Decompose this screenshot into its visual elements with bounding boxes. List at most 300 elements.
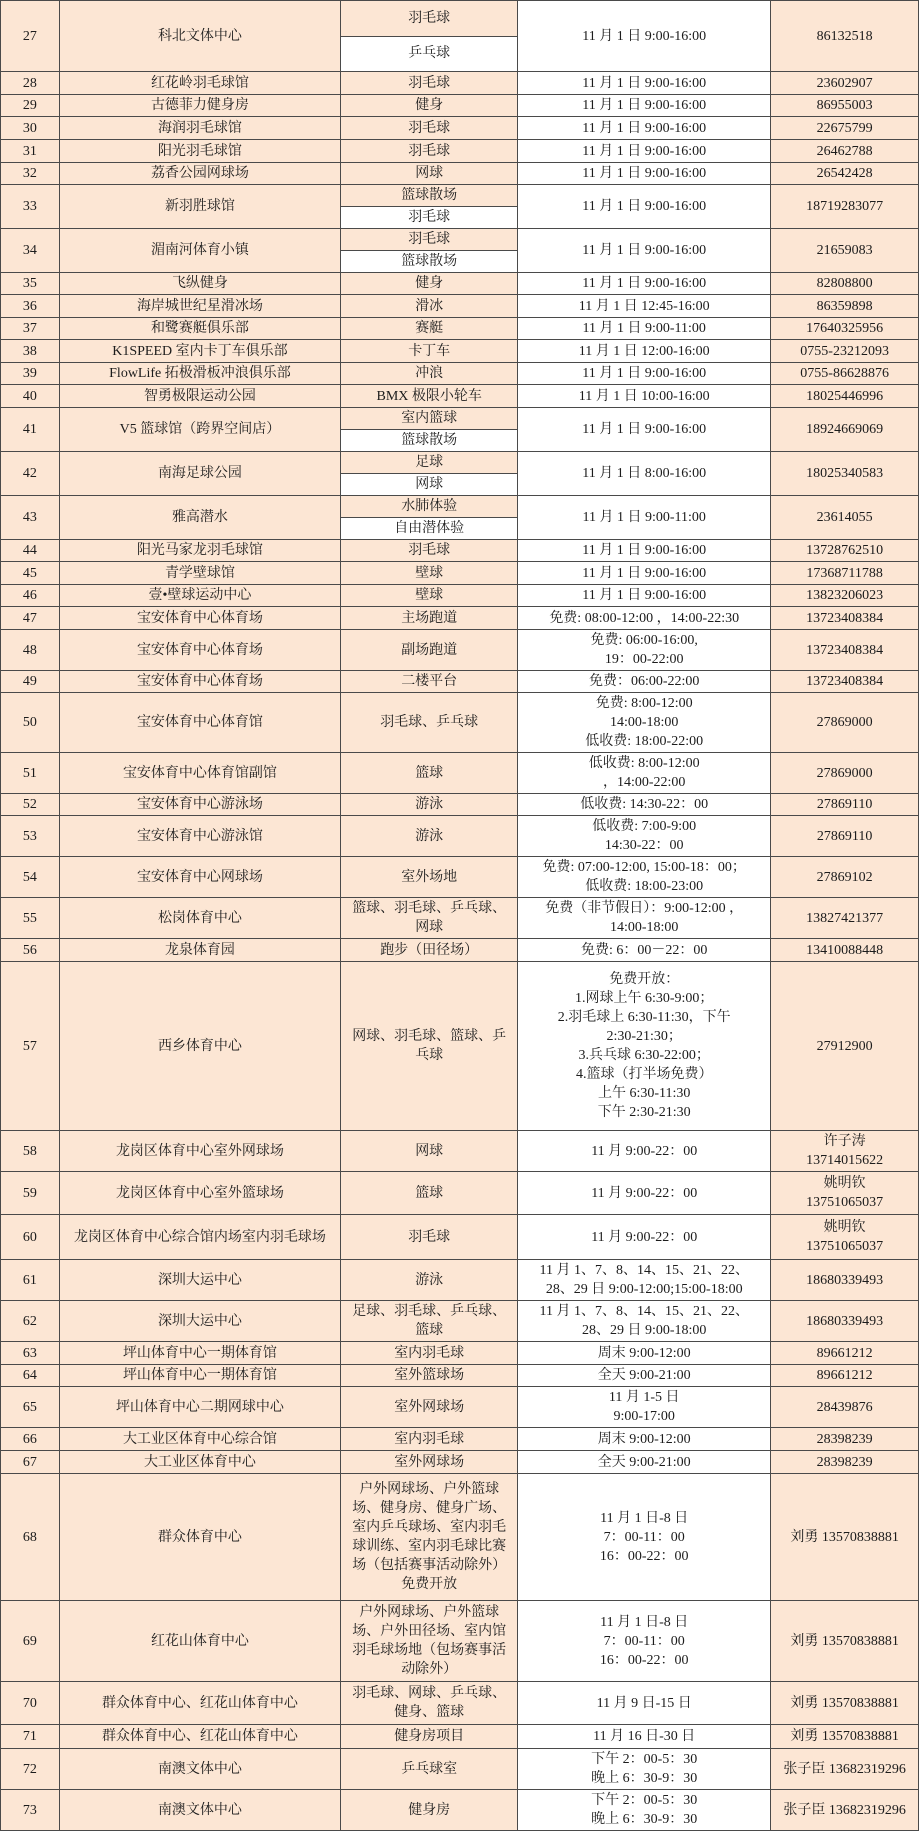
time-line: 11 月 1 日 9:00-16:00 [582,120,707,136]
contact-phone [771,340,918,362]
time-line: 3.兵乓球 6:30-22:00； [578,1048,710,1063]
venue-name: 宝安体育中心网球场 [60,857,342,897]
sport-label: 壁球 [415,588,444,603]
sport-cell [341,1365,518,1386]
opening-time [518,1790,771,1830]
venue-name: 南澳文体中心 [60,1790,342,1830]
sport-cell [341,1387,518,1427]
sport-cell [341,753,518,793]
row-number: 54 [1,857,60,897]
row-number: 70 [1,1682,60,1724]
opening-time [518,1428,771,1450]
opening-time [518,540,771,561]
time-line: 晚上 6：30-9：30 [591,1812,698,1827]
sport-label: 滑冰 [415,298,444,314]
time-line: 11 月 16 日-30 日 [593,1729,696,1744]
row-number: 53 [1,816,60,856]
table-row [1,452,918,496]
phone-line: 18924669069 [806,422,884,437]
opening-time [518,562,771,584]
venue-name: 古德菲力健身房 [60,95,342,116]
sport-cell [341,385,518,407]
row-number: 50 [1,693,60,752]
opening-time [518,117,771,139]
contact-phone [771,693,918,752]
phone-line: 13751065037 [806,1239,884,1254]
row-number: 65 [1,1387,60,1427]
table-row [1,1725,918,1749]
time-line: 免费: 06:00-16:00, [590,633,698,648]
phone-line: 刘勇 13570838881 [790,1695,899,1711]
phone-line: 18680339493 [806,1272,884,1288]
venue-name: 红花山体育中心 [60,1601,342,1681]
opening-time [518,816,771,856]
opening-time [518,1601,771,1681]
venue-name: 深圳大运中心 [60,1301,342,1341]
row-number: 59 [1,1172,60,1214]
contact-phone [771,816,918,856]
row-number: 55 [1,898,60,938]
phone-line: 13728762510 [806,543,884,558]
sport-cell [341,117,518,139]
sport-label: 赛艇 [415,321,444,336]
table-row [1,117,918,140]
row-number: 68 [1,1474,60,1600]
opening-time [518,1451,771,1473]
contact-phone [771,1725,918,1748]
venue-name: 青学壁球馆 [60,562,342,584]
opening-time [518,1260,771,1300]
contact-phone [771,140,918,162]
opening-time [518,1301,771,1341]
table-row [1,72,918,95]
time-line: 全天 9:00-21:00 [597,1454,691,1470]
time-line: 11 月 9:00-22：00 [591,1229,698,1245]
sport-cell [341,1451,518,1473]
sport-sub-bottom: 羽毛球 [341,207,517,228]
row-number: 71 [1,1725,60,1748]
sport-label: 乒乓球室 [401,1761,458,1777]
time-line: 11 月 1 日 9:00-16:00 [582,166,707,181]
phone-line: 0755-23212093 [800,343,889,359]
time-line: 低收费: 14:30-22：00 [580,797,709,812]
contact-phone [771,1172,918,1214]
phone-line: 刘勇 13570838881 [790,1633,899,1649]
phone-line: 13714015622 [806,1153,884,1168]
time-line: 11 月 1 日 9:00-16:00 [582,143,707,159]
table-row [1,753,918,794]
venue-name: 壹•壁球运动中心 [60,585,342,606]
opening-time [518,1387,771,1427]
sport-label: 二楼平台 [401,674,458,689]
table-row [1,295,918,318]
phone-line: 18025446996 [806,388,884,404]
time-line: 14:00-18:00 [609,920,679,935]
row-number: 35 [1,273,60,294]
row-number: 48 [1,630,60,670]
phone-line: 18680339493 [806,1313,884,1329]
contact-phone [771,1790,918,1830]
row-number: 51 [1,753,60,793]
venue-name: 龙岗区体育中心室外篮球场 [60,1172,342,1214]
contact-phone [771,1342,918,1364]
table-row [1,363,918,385]
sport-sub-bottom: 自由潜体验 [341,518,517,539]
time-line: 免费: 08:00-12:00 ，14:00-22:30 [549,610,740,626]
phone-line: 18025340583 [806,466,884,481]
sport-cell [341,363,518,384]
opening-time [518,318,771,339]
opening-time [518,140,771,162]
phone-line: 23614055 [816,510,873,525]
table-row [1,1131,918,1172]
row-number: 37 [1,318,60,339]
sport-cell [341,1682,518,1724]
time-line: 11 月 1 日 9:00-16:00 [582,565,707,581]
venue-name: 群众体育中心 [60,1474,342,1600]
sport-label: 羽毛球、网球、乒乓球、健身、篮球 [352,1686,507,1720]
contact-phone [771,117,918,139]
opening-time [518,185,771,228]
time-line: 14:00-18:00 [609,715,679,730]
sport-sub-bottom: 篮球散场 [341,251,517,272]
phone-line: 27869110 [816,797,873,812]
sport-cell [341,540,518,561]
table-row [1,1601,918,1682]
phone-line: 89661212 [816,1345,873,1361]
opening-time [518,72,771,94]
table-row [1,898,918,939]
sport-cell [341,408,518,451]
table-row [1,340,918,363]
sport-cell [341,95,518,116]
contact-phone [771,318,918,339]
opening-time [518,753,771,793]
time-line: 11 月 1 日 9:00-16:00 [582,276,707,291]
sport-cell [341,1342,518,1364]
table-row [1,693,918,753]
time-line: 4.篮球（打半场免费） [575,1067,713,1082]
opening-time [518,295,771,317]
time-line: 11 月 1 日 9:00-11:00 [582,510,706,525]
venue-name: 海润羽毛球馆 [60,117,342,139]
phone-line: 许子涛 [823,1134,866,1149]
opening-time [518,671,771,692]
sport-cell [341,857,518,897]
contact-phone [771,857,918,897]
sport-label: 户外网球场、户外篮球场、户外田径场、室内馆羽毛球场地（包场赛事活动除外） [352,1605,507,1677]
row-number: 43 [1,496,60,539]
time-line: 11 月 1 日 9:00-16:00 [582,28,707,44]
phone-line: 13723408384 [806,642,884,658]
row-number: 60 [1,1215,60,1259]
venue-name: 坪山体育中心一期体育馆 [60,1365,342,1386]
row-number: 63 [1,1342,60,1364]
contact-phone [771,1365,918,1386]
phone-line: 17640325956 [806,321,884,336]
row-number: 56 [1,939,60,961]
table-row [1,1,918,72]
table-row [1,1682,918,1725]
venue-name: 荔香公园网球场 [60,163,342,184]
time-line: 免费: 8:00-12:00 [595,696,693,711]
time-line: 周末 9:00-12:00 [597,1345,691,1361]
contact-phone [771,229,918,272]
table-row [1,562,918,585]
contact-phone [771,385,918,407]
sport-cell [341,1,518,71]
contact-phone [771,408,918,451]
venue-name: 坪山体育中心二期网球中心 [60,1387,342,1427]
sport-label: 羽毛球 [408,75,451,91]
time-line: 11 月 1 日-8 日 [600,1510,689,1526]
row-number: 45 [1,562,60,584]
phone-line: 13723408384 [806,674,884,689]
venue-name: 坪山体育中心一期体育馆 [60,1342,342,1364]
opening-time [518,1131,771,1171]
table-row [1,794,918,816]
sport-label: 卡丁车 [408,343,451,359]
row-number: 31 [1,140,60,162]
time-line: 晚上 6：30-9：30 [591,1771,698,1786]
table-row [1,607,918,630]
phone-line: 13751065037 [806,1195,884,1210]
table-row [1,163,918,185]
phone-line: 27869110 [816,828,873,844]
time-line: 28、29 日 9:00-12:00;15:00-18:00 [545,1282,743,1297]
venue-name: 飞纵健身 [60,273,342,294]
row-number: 47 [1,607,60,629]
venue-name: 南澳文体中心 [60,1749,342,1789]
contact-phone [771,1131,918,1171]
row-number: 72 [1,1749,60,1789]
time-line: 低收费: 18:00-22:00 [585,734,704,749]
phone-line: 姚明钦 [823,1220,866,1235]
row-number: 61 [1,1260,60,1300]
sport-label: 室内羽毛球 [394,1431,465,1447]
venue-name: 和鹭赛艇俱乐部 [60,318,342,339]
sport-cell [341,962,518,1130]
sport-label: 室外篮球场 [394,1368,465,1383]
phone-line: 28439876 [816,1399,873,1415]
phone-line: 13827421377 [806,910,884,926]
sport-label: 足球、羽毛球、乒乓球、篮球 [352,1304,507,1338]
row-number: 52 [1,794,60,815]
time-line: 低收费: 7:00-9:00 [592,819,697,834]
time-line: 11 月 1 日 9:00-11:00 [582,321,706,336]
time-line: 11 月 9 日-15 日 [596,1695,692,1711]
sport-label: 跑步（田径场） [380,942,479,958]
table-row [1,1215,918,1260]
venue-name: 宝安体育中心体育场 [60,607,342,629]
contact-phone [771,1260,918,1300]
table-row [1,816,918,857]
sport-cell [341,794,518,815]
sport-cell [341,295,518,317]
sport-sub-bottom: 篮球散场 [341,430,517,451]
table-row [1,1451,918,1474]
contact-phone [771,562,918,584]
time-line: 上午 6:30-11:30 [598,1086,691,1101]
time-line: 16：00-22：00 [599,1548,689,1564]
contact-phone [771,962,918,1130]
table-row [1,408,918,452]
time-line: 11 月 9:00-22：00 [591,1143,698,1159]
contact-phone [771,585,918,606]
opening-time [518,1,771,71]
venue-name: 宝安体育中心体育场 [60,630,342,670]
table-row [1,1428,918,1451]
opening-time [518,408,771,451]
venue-name: 新羽胜球馆 [60,185,342,228]
table-row [1,1365,918,1387]
contact-phone [771,163,918,184]
opening-time [518,857,771,897]
sport-cell [341,816,518,856]
contact-phone [771,273,918,294]
phone-line: 刘勇 13570838881 [790,1729,899,1744]
time-line: 免费: 6：00－22：00 [581,942,708,958]
phone-line: 28398239 [816,1431,873,1447]
table-row [1,185,918,229]
phone-line: 张子臣 13682319296 [783,1761,906,1777]
row-number: 32 [1,163,60,184]
contact-phone [771,1682,918,1724]
sport-label: 壁球 [415,565,444,581]
opening-time [518,693,771,752]
time-line: 11 月 1-5 日 [608,1390,680,1405]
time-line: 11 月 1 日 9:00-16:00 [582,243,707,258]
venue-name: 科北文体中心 [60,1,342,71]
contact-phone [771,72,918,94]
phone-line: 27869102 [816,869,873,885]
row-number: 28 [1,72,60,94]
venue-name: 宝安体育中心体育馆 [60,693,342,752]
table-row [1,1749,918,1790]
sport-cell [341,607,518,629]
opening-time [518,607,771,629]
row-number: 39 [1,363,60,384]
sport-cell [341,1172,518,1214]
opening-time [518,1215,771,1259]
venue-name: 红花岭羽毛球馆 [60,72,342,94]
venue-name: 阳光羽毛球馆 [60,140,342,162]
sport-cell [341,898,518,938]
sport-sub-bottom: 网球 [341,474,517,495]
sport-label: 羽毛球 [408,143,451,159]
contact-phone [771,794,918,815]
time-line: 11 月 1 日 9:00-16:00 [582,588,707,603]
table-row [1,1301,918,1342]
phone-line: 13823206023 [806,588,884,603]
contact-phone [771,1387,918,1427]
opening-time [518,962,771,1130]
phone-line: 26542428 [816,166,873,181]
sport-cell [341,185,518,228]
sport-cell [341,318,518,339]
contact-phone [771,1301,918,1341]
opening-time [518,229,771,272]
time-line: ，14:00-22:00 [602,775,686,790]
time-line: 11 月 1 日-8 日 [600,1614,689,1630]
row-number: 73 [1,1790,60,1830]
row-number: 33 [1,185,60,228]
sport-label: 羽毛球、乒乓球 [380,715,479,730]
venue-name: 西乡体育中心 [60,962,342,1130]
time-line: 周末 9:00-12:00 [597,1431,691,1447]
time-line: 下午 2：00-5：30 [591,1752,698,1767]
time-line: 下午 2：00-5：30 [591,1793,698,1808]
phone-line: 21659083 [816,243,873,258]
sport-label: 副场跑道 [401,642,458,658]
table-row [1,140,918,163]
row-number: 44 [1,540,60,561]
sport-cell [341,1749,518,1789]
time-line: 7：00-11：00 [603,1633,685,1649]
sport-cell [341,1131,518,1171]
contact-phone [771,1601,918,1681]
phone-line: 86955003 [816,98,873,113]
row-number: 34 [1,229,60,272]
sport-cell [341,273,518,294]
time-line: 16：00-22：00 [599,1652,689,1668]
table-row [1,229,918,273]
venue-name: 龙岗区体育中心室外网球场 [60,1131,342,1171]
opening-time [518,898,771,938]
contact-phone [771,939,918,961]
phone-line: 姚明钦 [823,1176,866,1191]
phone-line: 28398239 [816,1454,873,1470]
venue-name: 海岸城世纪星滑冰场 [60,295,342,317]
row-number: 66 [1,1428,60,1450]
sport-cell [341,1601,518,1681]
sport-cell [341,229,518,272]
sport-label: 户外网球场、户外篮球场、健身房、健身广场、室内乒乓球场、室内羽毛球训练、室内羽毛球比赛场（包括赛事活动除外）免费开放 [352,1482,507,1592]
sport-cell [341,562,518,584]
venue-name: 湄南河体育小镇 [60,229,342,272]
sport-label: 篮球、羽毛球、乒乓球、网球 [352,901,507,935]
time-line: 下午 2:30-21:30 [597,1105,691,1120]
contact-phone [771,671,918,692]
venue-name: 大工业区体育中心综合馆 [60,1428,342,1450]
opening-time [518,163,771,184]
opening-time [518,1172,771,1214]
time-line: 11 月 1 日 9:00-16:00 [582,422,707,437]
sport-sub-top: 水肺体验 [341,496,517,518]
row-number: 27 [1,1,60,71]
sport-cell [341,1301,518,1341]
row-number: 42 [1,452,60,495]
phone-line: 22675799 [816,120,873,136]
sport-label: 室外场地 [401,869,458,885]
venue-name: 宝安体育中心游泳馆 [60,816,342,856]
sport-cell [341,340,518,362]
venue-name: K1SPEED 室内卡丁车俱乐部 [60,340,342,362]
table-row [1,1790,918,1830]
contact-phone [771,1215,918,1259]
row-number: 49 [1,671,60,692]
row-number: 38 [1,340,60,362]
sport-label: 健身房 [408,1802,451,1818]
phone-line: 18719283077 [806,199,884,214]
sport-cell [341,630,518,670]
opening-time [518,1725,771,1748]
table-row [1,939,918,962]
contact-phone [771,1749,918,1789]
sport-cell [341,693,518,752]
time-line: 11 月 1 日 10:00-16:00 [578,388,710,404]
contact-phone [771,452,918,495]
